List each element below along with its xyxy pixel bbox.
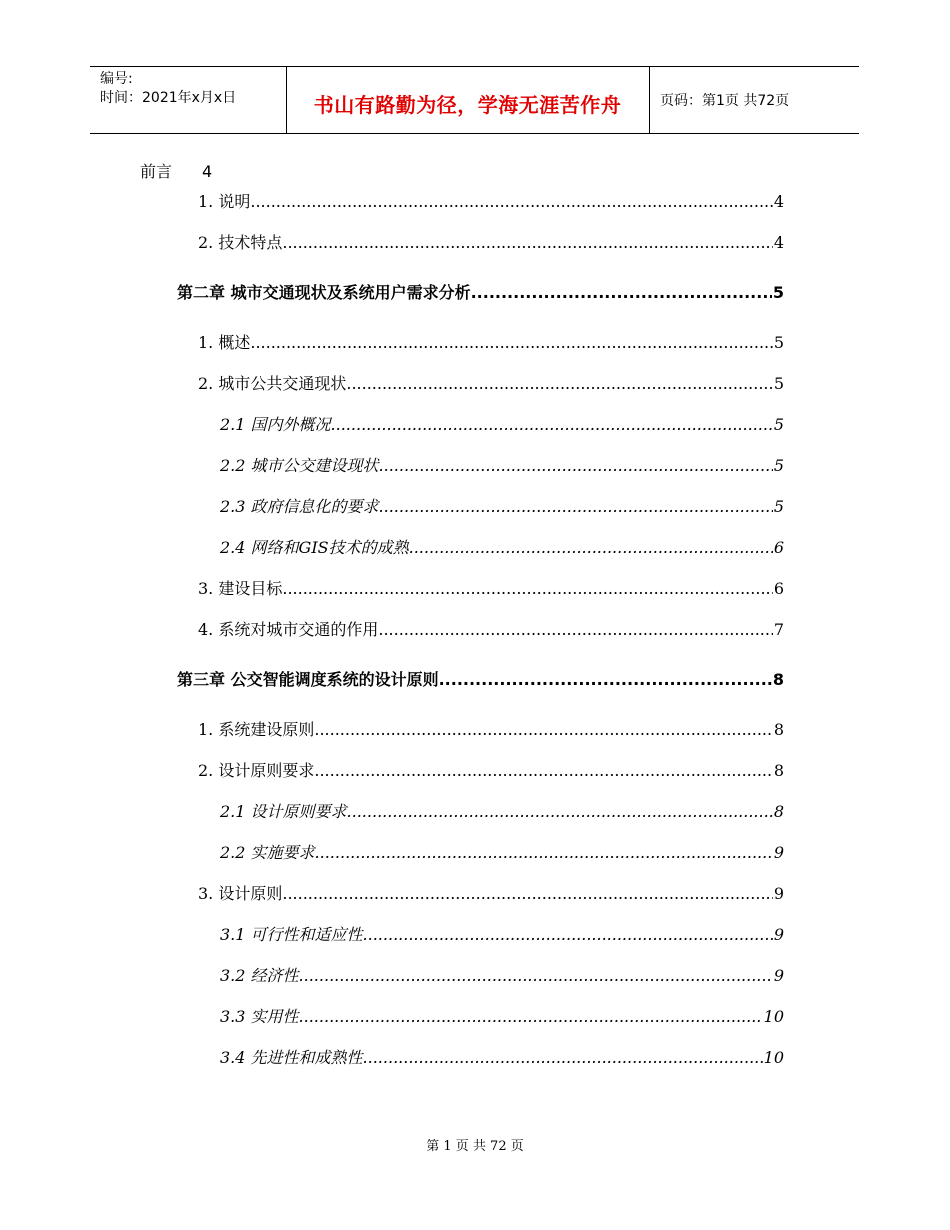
page-header — [90, 66, 859, 134]
toc-entry-label: 3.4 先进性和成熟性 — [220, 1048, 363, 1067]
toc-entry[interactable] — [198, 883, 784, 905]
toc-entry[interactable] — [198, 619, 784, 641]
toc-entry-page: 5 — [773, 497, 784, 516]
toc-leader-dots — [331, 414, 773, 436]
toc-entry-label: 2. 设计原则要求 — [198, 761, 315, 780]
toc-entry[interactable] — [198, 373, 784, 395]
toc-entry[interactable] — [198, 191, 784, 213]
toc-entry-label: 3.3 实用性 — [220, 1007, 299, 1026]
toc-entry-page: 9 — [773, 925, 784, 944]
toc-entry-label: 2.3 政府信息化的要求 — [220, 497, 379, 516]
toc-leader-dots — [250, 191, 772, 213]
toc-leader-dots — [299, 1006, 763, 1028]
toc-entry[interactable] — [220, 496, 784, 518]
doc-number-label: 编号: — [100, 71, 133, 87]
toc-entry[interactable] — [220, 842, 784, 864]
toc-chapter-entry[interactable] — [177, 282, 784, 304]
toc-leader-dots — [282, 883, 772, 905]
toc-leader-dots — [471, 282, 772, 304]
toc-entry-page: 7 — [773, 620, 784, 639]
toc-preface-page: 4 — [202, 162, 213, 181]
toc-entry-label: 3. 建设目标 — [198, 579, 283, 598]
toc-entry-page: 9 — [773, 884, 784, 903]
toc-entry[interactable] — [220, 537, 784, 559]
toc-entry-page: 8 — [773, 720, 784, 739]
toc-entry[interactable] — [220, 455, 784, 477]
toc-entry-label: 第二章 城市交通现状及系统用户需求分析 — [177, 283, 471, 302]
toc-leader-dots — [347, 801, 773, 823]
toc-entry-label: 3.2 经济性 — [220, 966, 299, 985]
header-meta-cell — [90, 67, 287, 133]
toc-entry-label: 3.1 可行性和适应性 — [220, 925, 363, 944]
toc-entry-page: 4 — [773, 233, 784, 252]
toc-entry-page: 6 — [773, 579, 784, 598]
toc-entry-page: 4 — [773, 192, 784, 211]
toc-entry[interactable] — [220, 965, 784, 987]
toc-leader-dots — [314, 760, 772, 782]
toc-entry-label: 2.2 城市公交建设现状 — [220, 456, 379, 475]
toc-entry-label: 3. 设计原则 — [198, 884, 283, 903]
toc-leader-dots — [363, 1047, 763, 1069]
toc-leader-dots — [282, 232, 772, 254]
header-page-cell — [650, 67, 859, 133]
toc-entry[interactable] — [220, 801, 784, 823]
toc-preface[interactable] — [140, 161, 212, 183]
toc-entry-page: 9 — [773, 966, 784, 985]
toc-entry-label: 2.4 网络和GIS技术的成熟 — [220, 538, 409, 557]
header-motto-cell — [286, 67, 650, 133]
toc-entry[interactable] — [220, 1006, 784, 1028]
toc-entry-label: 第三章 公交智能调度系统的设计原则 — [177, 670, 439, 689]
toc-leader-dots — [282, 578, 772, 600]
toc-leader-dots — [409, 537, 773, 559]
toc-entry-page: 10 — [763, 1048, 784, 1067]
toc-leader-dots — [346, 373, 772, 395]
toc-entry-label: 2.1 设计原则要求 — [220, 802, 347, 821]
toc-entry-page: 6 — [773, 538, 784, 557]
toc-entry-label: 1. 说明 — [198, 192, 251, 211]
toc-entry-page: 5 — [773, 374, 784, 393]
toc-leader-dots — [250, 332, 772, 354]
header-motto: 书山有路勤为径，学海无涯苦作舟 — [313, 93, 622, 117]
toc-entry-page: 5 — [772, 283, 784, 302]
toc-entry-page: 5 — [773, 456, 784, 475]
toc-leader-dots — [439, 669, 772, 691]
page-footer: 第 1 页 共 72 页 — [426, 1139, 524, 1154]
toc-leader-dots — [379, 496, 773, 518]
toc-leader-dots — [363, 924, 773, 946]
toc-entry-label: 1. 概述 — [198, 333, 251, 352]
toc-entry[interactable] — [198, 332, 784, 354]
toc-entry-label: 2.2 实施要求 — [220, 843, 315, 862]
toc-entry-page: 5 — [773, 333, 784, 352]
toc-entry[interactable] — [220, 1047, 784, 1069]
toc-entry-page: 8 — [773, 761, 784, 780]
toc-entry-label: 2. 技术特点 — [198, 233, 283, 252]
toc-preface-label: 前言 — [140, 162, 173, 181]
toc-entry[interactable] — [198, 578, 784, 600]
toc-entry-label: 2. 城市公共交通现状 — [198, 374, 347, 393]
toc-entry-page: 9 — [773, 843, 784, 862]
toc-leader-dots — [314, 719, 772, 741]
toc-entry[interactable] — [220, 414, 784, 436]
toc-entry-page: 8 — [773, 802, 784, 821]
header-page-info: 页码：第1页 共72页 — [660, 93, 790, 109]
toc-leader-dots — [379, 455, 773, 477]
toc-entry-label: 2.1 国内外概况 — [220, 415, 331, 434]
toc-entry-label: 4. 系统对城市交通的作用 — [198, 620, 379, 639]
toc-leader-dots — [299, 965, 773, 987]
toc-leader-dots — [315, 842, 773, 864]
toc-entry[interactable] — [198, 719, 784, 741]
toc-entry-page: 5 — [773, 415, 784, 434]
toc-entry[interactable] — [198, 232, 784, 254]
toc-entry[interactable] — [220, 924, 784, 946]
doc-time-label: 时间：2021年x月x日 — [100, 90, 237, 106]
toc-entry[interactable] — [198, 760, 784, 782]
toc-entry-page: 10 — [763, 1007, 784, 1026]
toc-leader-dots — [378, 619, 772, 641]
toc-entry-page: 8 — [772, 670, 784, 689]
toc-entry-label: 1. 系统建设原则 — [198, 720, 315, 739]
toc-chapter-entry[interactable] — [177, 669, 784, 691]
